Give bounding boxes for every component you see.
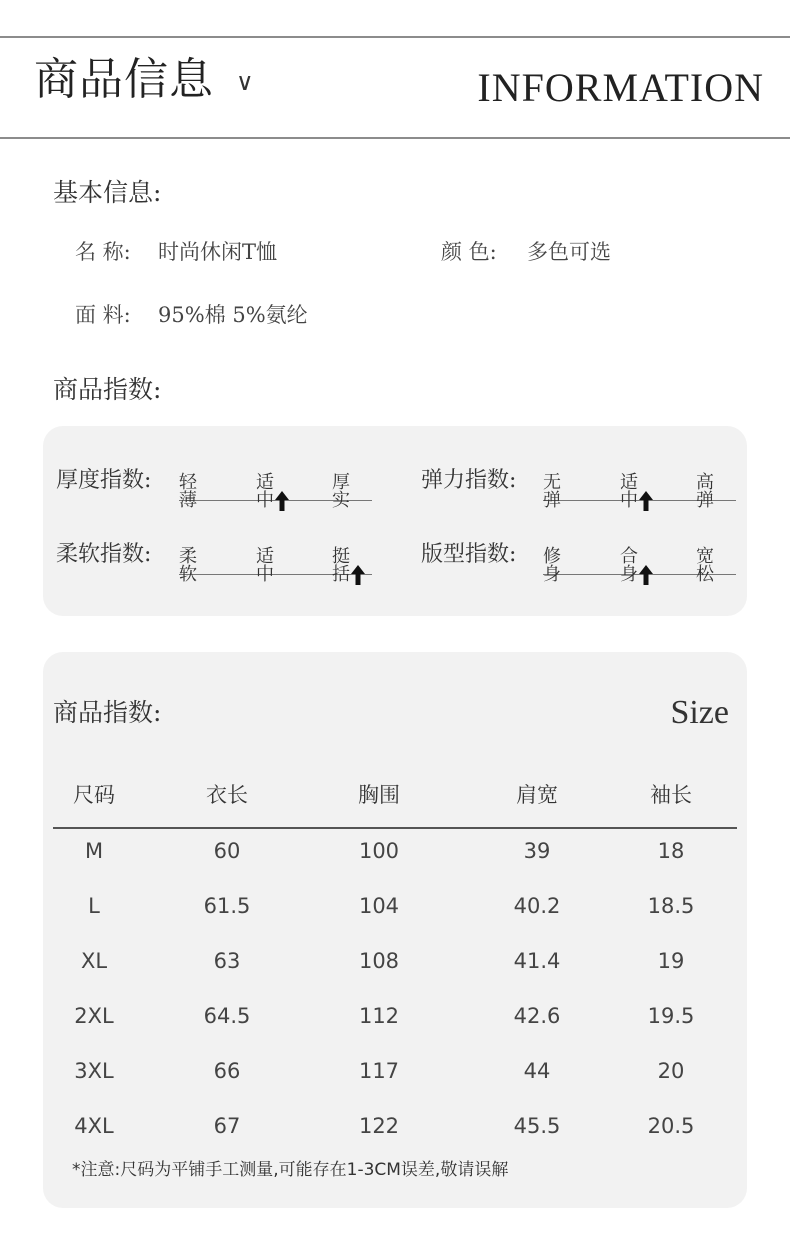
scale-option: 柔软	[179, 546, 197, 585]
arrow-up-icon	[351, 565, 365, 585]
scale-option: 适中	[620, 472, 638, 511]
fabric-value: 95%棉 5%氨纶	[158, 303, 308, 327]
basic-info-title: 基本信息:	[53, 178, 162, 207]
table-cell: M	[84, 839, 104, 863]
table-cell: 66	[213, 1059, 241, 1083]
table-cell: 117	[358, 1059, 400, 1083]
table-cell: 41.4	[513, 949, 561, 973]
scale-option: 高弹	[696, 472, 714, 511]
color-label: 颜 色:	[441, 240, 497, 264]
header-title-en: INFORMATION	[477, 65, 764, 110]
index-label: 版型指数:	[421, 542, 517, 567]
size-table	[53, 775, 737, 1159]
table-cell: 45.5	[513, 1114, 561, 1138]
table-cell: 39	[523, 839, 551, 863]
table-cell: 19	[657, 949, 685, 973]
scale-option: 适中	[256, 472, 274, 511]
scale-option: 厚实	[332, 472, 350, 511]
header-bottom-divider	[0, 137, 790, 139]
scale-option: 适中	[256, 546, 274, 585]
table-row	[53, 994, 737, 1049]
column-header: 肩宽	[516, 783, 558, 807]
scale-option: 修身	[543, 546, 561, 585]
table-cell: 112	[358, 1004, 400, 1028]
scale-option: 合身	[620, 546, 638, 585]
table-cell: 42.6	[513, 1004, 561, 1028]
table-cell: 67	[213, 1114, 241, 1138]
table-row	[53, 939, 737, 994]
color-value: 多色可选	[527, 240, 611, 264]
scale-option: 轻薄	[179, 472, 197, 511]
top-divider	[0, 36, 790, 38]
table-cell: 64.5	[203, 1004, 251, 1028]
measurement-note: *注意:尺码为平铺手工测量,可能存在1-3CM误差,敬请误解	[72, 1160, 509, 1180]
index-panel	[43, 426, 747, 616]
index-label: 厚度指数:	[56, 468, 152, 493]
table-cell: 20	[657, 1059, 685, 1083]
scale-option: 无弹	[543, 472, 561, 511]
table-cell: 18.5	[647, 894, 695, 918]
header-title-cn: 商品信息	[34, 54, 214, 105]
table-row	[53, 884, 737, 939]
table-cell: 108	[358, 949, 400, 973]
index-label: 弹力指数:	[421, 468, 517, 493]
scale-option: 宽松	[696, 546, 714, 585]
index-title: 商品指数:	[53, 375, 162, 404]
table-cell: 20.5	[647, 1114, 695, 1138]
table-cell: 4XL	[74, 1114, 114, 1138]
column-header: 衣长	[206, 783, 248, 807]
table-header-row	[53, 775, 737, 829]
index-label: 柔软指数:	[56, 542, 152, 567]
table-cell: XL	[80, 949, 108, 973]
name-value: 时尚休闲T恤	[158, 240, 278, 264]
size-word: Size	[670, 694, 729, 731]
table-row	[53, 1104, 737, 1159]
fabric-label: 面 料:	[75, 303, 131, 327]
table-row	[53, 829, 737, 884]
arrow-up-icon	[639, 491, 653, 511]
table-cell: 61.5	[203, 894, 251, 918]
table-body	[53, 829, 737, 1159]
table-cell: L	[88, 894, 100, 918]
table-cell: 104	[358, 894, 400, 918]
arrow-up-icon	[275, 491, 289, 511]
table-row	[53, 1049, 737, 1104]
table-cell: 44	[523, 1059, 551, 1083]
arrow-up-icon	[639, 565, 653, 585]
table-cell: 100	[358, 839, 400, 863]
table-cell: 63	[213, 949, 241, 973]
table-cell: 40.2	[513, 894, 561, 918]
chevron-down-icon: ∨	[236, 68, 254, 96]
column-header: 胸围	[358, 783, 400, 807]
name-label: 名 称:	[75, 240, 131, 264]
scale-option: 挺括	[332, 546, 350, 585]
table-cell: 3XL	[74, 1059, 114, 1083]
column-header: 尺码	[73, 783, 115, 807]
table-cell: 60	[213, 839, 241, 863]
table-cell: 2XL	[74, 1004, 114, 1028]
table-cell: 122	[358, 1114, 400, 1138]
column-header: 袖长	[650, 783, 692, 807]
table-cell: 19.5	[647, 1004, 695, 1028]
size-table-title: 商品指数:	[53, 698, 162, 727]
table-cell: 18	[657, 839, 685, 863]
